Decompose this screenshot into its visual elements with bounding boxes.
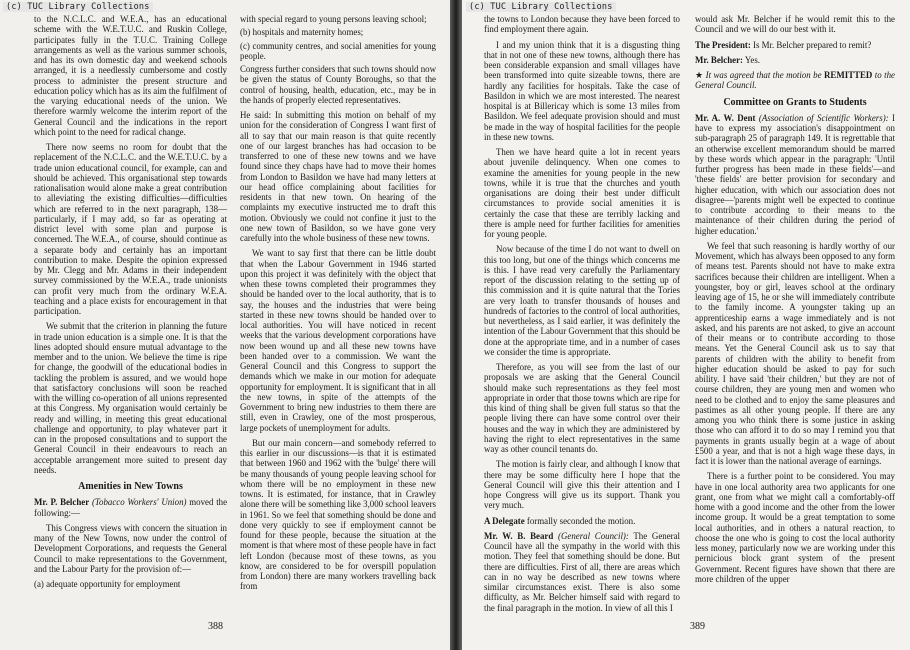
paragraph: would ask Mr. Belcher if he would remit this to the Council and we will do our best with it. — [695, 14, 895, 35]
speaker-org: (General Council): — [558, 530, 629, 541]
belcher-answer — [695, 55, 895, 65]
paragraph: There now seems no room for doubt that the replacement of the N.C.L.C. and the W.E.T.U.C. by a trade union educational council, for example, can and should be achieved. This organisational step towards rationalisation would alone make a great contribution to alleviating the existing difficulties—difficulties which are referred to in the next paragraph, 138—particularly, if I may add, so far as operating at district level with some plan and purpose is concerned. The W.E.A., of course, should continue as a separate body and certainly has an important contribution to make. Despite the opinion expressed by Mr. Clegg and Mr. Adams in their independent survey commissioned by the W.E.A., trade unionists can profit very much from the ordinary W.E.A. teaching and a place exists for encouragement in that participation. — [34, 142, 227, 316]
speaker-org: (Tobacco Workers' Union) — [91, 497, 187, 508]
mover-text: moved the following:— — [34, 497, 228, 518]
right-column-2 — [695, 14, 895, 589]
decision-line — [695, 70, 895, 91]
seconder-paragraph — [484, 516, 680, 526]
paragraph: The motion is fairly clear, and although I know that there may be some difficulty here I hope that the General Council will give this their attention and I hope Congress will give us its support. Thank you very much. — [484, 459, 680, 511]
speaker-org: (Association of Scientific Workers): — [758, 112, 889, 123]
remitted-label: REMITTED — [824, 70, 873, 80]
mover-paragraph — [34, 497, 227, 518]
decision-tail: to the General Council. — [695, 70, 895, 91]
speaker-name: Mr. Belcher: — [695, 54, 743, 65]
paragraph: to the N.C.L.C. and W.E.A., has an educational scheme with the W.E.T.U.C. and Ruskin College, participates fully in the T.U.C. Training College arrangements as well as the various summer schools, and has its own domestic day and weekend schools arranged, it is a needlessly cumbersome and costly process to administer the present structure and education policy which has as its aim the fulfilment of the varying educational needs of the union. We therefore warmly welcome the interim report of the General Council and the indications in the report which point to the need for radical change. — [34, 14, 227, 137]
paragraph: But our main concern—and somebody referred to this earlier in our discussions—is that it is estimated that between 1960 and 1962 with the 'bulge' there will be many thousands of young people leaving school for whom there will be no employment in these new towns. It is estimated, for instance, that in Crawley alone there will be something like 3,000 school leavers in 1961. So we feel that something should be done and done very quickly to see if employment cannot be found for these people, because the situation at the moment is that where most of these people have in fact left London (because most of these towns, as you know, are considered to be for overspill population from London) there are many workers travelling back from — [240, 437, 436, 592]
paragraph: the towns to London because they have been forced to find employment there again. — [484, 14, 680, 35]
motion-item-a-continued: with special regard to young persons leaving school; — [240, 14, 427, 24]
paragraph: We feel that such reasoning is hardly worthy of our Movement, which has always been opposed to any form of means test. Parents should not have to make extra sacrifices because their children are intelligent. When a youngster, boy or girl, leaves school at the ordinary leaving age of 15, he or she will immediately contribute to the family income. A youngster taking up an apprenticeship earns a wage immediately and is not asked, and his parents are not asked, to give an account of their means or to contribute according to those means. Yet the General Council ask us to say that parents of children with the ability to benefit from higher education should be asked to pay for such ability. I have said 'their children,' but they are not of course children, they are young men and women who need to be clothed and to enjoy the same pleasures and pastimes as all other young people. If there are any among you who think there is some justice in asking those who can afford it to do so may I remind you that payments in grants usually begin at a wage of about £500 a year, and that is not a high wage these days, in fact it is lower than the national average of earnings. — [695, 240, 895, 466]
page-number-right: 389 — [690, 621, 705, 632]
speaker-name: Mr. P. Belcher — [34, 497, 90, 508]
paragraph: We submit that the criterion in planning the future in trade union education is a simple one. It is that the lines adopted should ensure mutual advantage to the member and to the union. We believe the time is ripe for change, the goodwill of the educational bodies in tackling the problem is assured, and we would hope that satisfactory conclusions will soon be reached with the willing co-operation of all unions represented at this Congress. My organisation would certainly be ready and willing, in meeting this great educational challenge and opportunity, to play whatever part it can in the proposed consultations and to support the General Council in their endeavours to reach an acceptable arrangement more suited to present day needs. — [34, 321, 227, 475]
paragraph: He said: In submitting this motion on behalf of my union for the consideration of Congress I want first of all to say that our main reason is that quite recently one of our largest branches has had occasion to be transferred to one of these new towns and we have found since they chaps have had to move their homes from London to Basildon we have had many letters at our head office complaining about facilities for residents in that new town. On hearing of the complaints my executive instructed me to draft this motion. Obviously we could not confine it just to the one new town of Basildon, so we have gone very carefully into the whole business of these new towns. — [240, 110, 436, 243]
speaker-name: A Delegate — [484, 515, 525, 526]
decision-text: It was agreed that the motion be — [705, 70, 822, 80]
motion-item-c: (c) community centres, and social amenities for young people. — [240, 40, 436, 61]
reply-paragraph — [484, 531, 680, 613]
answer-text: Yes. — [744, 54, 761, 65]
left-column-1 — [34, 14, 227, 592]
reply-text: The General Council have all the sympathy in the world with this motion. They feel that something should be done. But there are difficulties. First of all, there are areas which can in no way be described as new towns where similar circumstances exist. There is also some difficulty, as Mr. Belcher himself said with regard to the final paragraph in the motion. In view of all this I — [484, 530, 680, 613]
president-question — [695, 40, 895, 50]
book-gutter — [450, 0, 462, 650]
paragraph: I and my union think that it is a disgusting thing that in not one of these new towns, although there has been considerable expansion and small villages have been transformed into quite sizeable towns, there are hardly any facilities for hospitals. Take the case of Basildon in which we are most interested. The nearest hospital is at Billericay which is some 13 miles from Basildon. We feel adequate provision should and must be made in the way of hospital facilities for the people in these new towns. — [484, 39, 680, 142]
paragraph: There is a further point to be considered. You may have in one local authority area two applicants for one grant, one from what we might call a comfortably-off home with a good income and the other from the lower income group. It would be a great temptation to some local authorities, and in others a natural reaction, to choose the one who is going to cost the local authority less money, particularly now we are working under this pernicious block grant system of the present Government. Recent figures have shown that there are more children of the upper — [695, 471, 895, 584]
section-heading-amenities: Amenities in New Towns — [78, 481, 183, 492]
dent-text: I have to express my association's disappointment on sub-paragraph 25 of paragraph 149. It is regrettable that an otherwise excellent memorandum should be marred by these words which appear in the paragraph: 'Until further progress has been made in these fields'—and 'these fields' are better provision for secondary and higher education, with which our association does not disagree—'parents might well be expected to continue to contribute according to their means to the maintenance of their children during the period of higher education.' — [695, 112, 895, 236]
speaker-name: The President: — [695, 39, 751, 50]
left-column-2 — [240, 14, 436, 597]
dent-paragraph — [695, 113, 895, 236]
paragraph: Congress further considers that such towns should now be given the status of County Boroughs, so that the control of housing, health, education, etc., may be in the hands of properly elected representatives. — [240, 64, 436, 105]
section-heading-grants: Committee on Grants to Students — [723, 96, 867, 108]
motion-item-b: (b) hospitals and maternity homes; — [240, 27, 364, 38]
question-text: Is Mr. Belcher prepared to remit? — [753, 39, 872, 50]
motion-text: This Congress views with concern the situation in many of the New Towns, now under the control of Development Corporations, and requests the General Council to make representations to the Government, and the Labour Party for the provision of:— — [34, 522, 227, 574]
right-column-1 — [484, 14, 680, 618]
star-icon: ★ — [695, 70, 704, 80]
page-number-left: 388 — [208, 621, 223, 632]
left-page — [0, 0, 450, 650]
paragraph: Then we have heard quite a lot in recent years about juvenile delinquency. When one comes to examine the amenities for young people in the new towns, while it is true that the churches and youth organisations are doing their best under difficult circumstances to provide social amenities it is certainly the case that these are terribly lacking and there is ample need for further facilities for amenities for young people. — [484, 147, 680, 239]
library-watermark: (c) TUC Library Collections — [466, 2, 616, 12]
library-watermark: (c) TUC Library Collections — [3, 2, 153, 12]
seconder-text: formally seconded the motion. — [526, 515, 636, 526]
paragraph: We want to say first that there can be little doubt that when the Labour Government in 1946 started upon this project it was definitely with the object that when these towns completed their programmes they should be handed over to the local authority, that is to say, the houses and the industries that were being started in these new towns should be handed over to local authorities. You will have noticed in recent weeks that the various development corporations have now been wound up and all these new towns have been handed over to a commission. We want the General Council and this Congress to support the demands which we make in our motion for adequate opportunity for employment. It is significant that in all the new towns, in spite of the attempts of the Government to bring new industries to them there are still, even in Crawley, one of the most prosperous, large pockets of unemployment for adults. — [240, 248, 436, 433]
speaker-name: Mr. A. W. Dent — [695, 112, 756, 123]
speaker-name: Mr. W. B. Beard — [484, 530, 554, 541]
paragraph: Therefore, as you will see from the last of our proposals we are asking that the General Council should make such representations as they feel most appropriate in order that those towns which are ripe for this kind of thing shall be given full status so that the people living there can have some control over their houses and the way in which they are administered by having the right to elect representatives in the same way as other council tenants do. — [484, 362, 680, 454]
motion-item-a: (a) adequate opportunity for employment — [34, 579, 181, 589]
paragraph: Now because of the time I do not want to dwell on this too long, but one of the things which concerns me is this. I have read very carefully the Parliamentary report of the discussion relating to the setting up of this commission and it is quite natural that the Tories are very loath to transfer thousands of houses and hundreds of factories to the control of local authorities, but nevertheless, as I said earlier, it was definitely the intention of the Labour Government that this should be done at the appropriate time, and in a number of cases we consider the time is appropriate. — [484, 244, 680, 357]
